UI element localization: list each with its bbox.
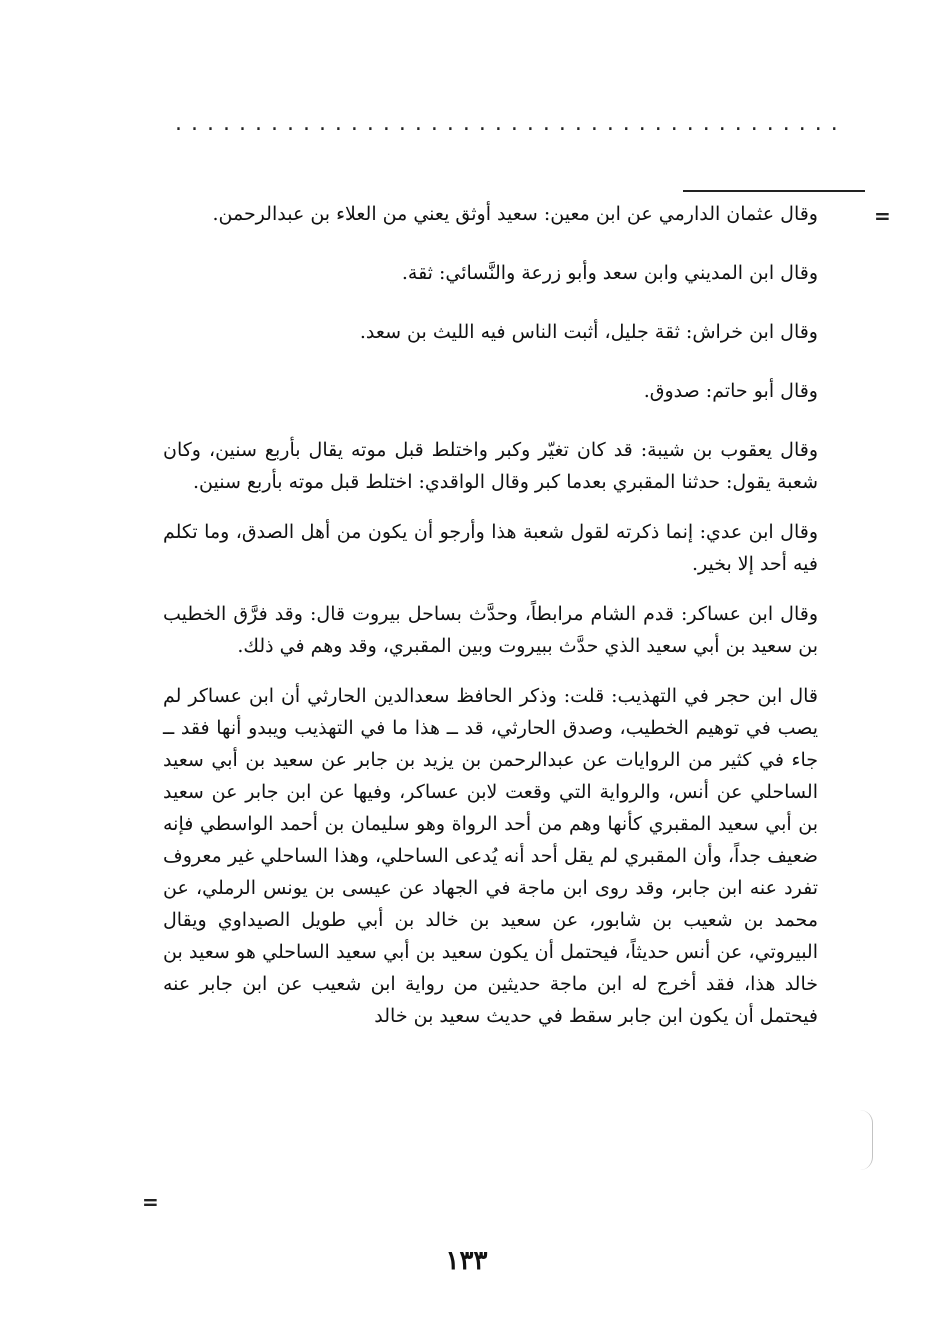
paragraph-3: وقال ابن خراش: ثقة جليل، أثبت الناس فيه الليث بن سعد.: [359, 321, 818, 343]
paragraph-5: وقال يعقوب بن شيبة: قد كان تغيّر وكبر واختلط قبل موته يقال بأربع سنين، وكان شعبة يقول: حدثنا المقبري بعدما كبر وقال الواقدي: اختلط قبل موته بأربع سنين.: [163, 439, 818, 493]
margin-pen-mark: [860, 1110, 873, 1170]
footnote-body: [163, 198, 818, 1032]
paragraph-6: وقال ابن عدي: إنما ذكرته لقول شعبة هذا وأرجو أن يكون من أهل الصدق، وما تكلم فيه أحد إلا بخير.: [163, 521, 818, 575]
continuation-mark-bottom: =: [142, 1190, 159, 1214]
dotted-separator: ..........................................: [175, 111, 847, 136]
paragraph-7: وقال ابن عساكر: قدم الشام مرابطاً، وحدَّث بساحل بيروت قال: وقد فرَّق الخطيب بن سعيد بن أبي سعيد الذي حدَّث ببيروت وبين المقبري، وقد وهم في ذلك.: [163, 603, 818, 657]
footnote-rule: [683, 190, 865, 192]
paragraph-4: وقال أبو حاتم: صدوق.: [643, 380, 818, 402]
page-number: ١٣٣: [445, 1246, 488, 1276]
paragraph-2: وقال ابن المديني وابن سعد وأبو زرعة والنَّسائي: ثقة.: [401, 262, 818, 284]
paragraph-1: وقال عثمان الدارمي عن ابن معين: سعيد أوثق يعني من العلاء بن عبدالرحمن.: [212, 203, 818, 225]
paragraph-8: قال ابن حجر في التهذيب: قلت: وذكر الحافظ سعدالدين الحارثي أن ابن عساكر لم يصب في توهيم الخطيب، وصدق الحارثي، قد ــ هذا ما في التهذيب ويبدو أنها فقد ــ جاء في كثير من الروايات عن عبدالرحمن بن يزيد بن جابر عن سعيد بن أبي سعيد الساحلي عن أنس، والرواية التي وقعت لابن عساكر، وفيها عن ابن جابر عن سعيد بن أبي سعيد المقبري كأنها وهم من أحد الرواة وهو سليمان بن أحمد الواسطي فإنه ضعيف جداً، وأن المقبري لم يقل أحد أنه يُدعى الساحلي، وهذا الساحلي غير معروف تفرد عنه ابن جابر، وقد روى ابن ماجة في الجهاد عن عيسى بن يونس الرملي، عن محمد بن شعيب بن شابور، عن سعيد بن خالد بن أبي طويل الصيداوي ويقال البيروتي، عن أنس حديثاً، فيحتمل أن يكون سعيد بن أبي سعيد الساحلي هو سعيد بن خالد هذا، فقد أخرج له ابن ماجة حديثين من رواية ابن شعيب عن ابن جابر عنه فيحتمل أن يكون ابن جابر سقط في حديث سعيد بن خالد: [163, 685, 818, 1027]
continuation-mark-top: =: [874, 204, 891, 228]
